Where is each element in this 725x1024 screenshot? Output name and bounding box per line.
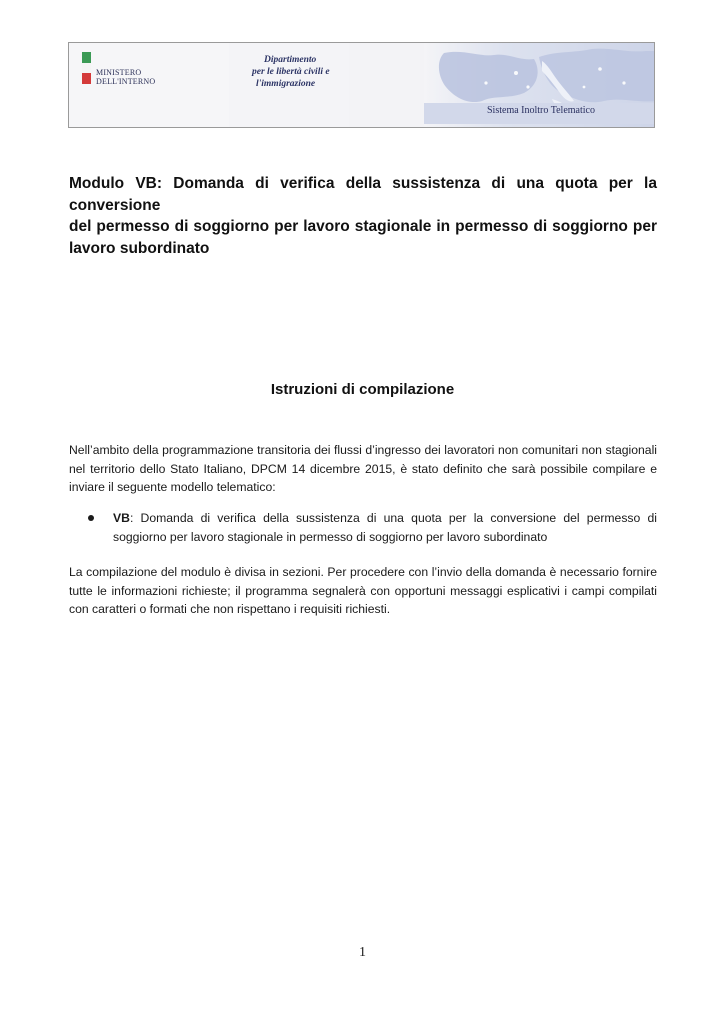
page-number: 1	[359, 945, 366, 960]
intro-paragraph: Nell’ambito della programmazione transitoria dei flussi d’ingresso dei lavoratori non comunitari non stagionali nel territorio dello Stato Italiano, DPCM 14 dicembre 2015, è stato definito che sarà possibile compilare e inviare il seguente modello telematico:	[69, 443, 657, 494]
system-label: Sistema Inoltro Telematico	[487, 105, 595, 116]
department-line-3: l'immigrazione	[256, 79, 316, 89]
ministry-logo-area	[69, 43, 229, 127]
closing-paragraph: La compilazione del modulo è divisa in sezioni. Per procedere con l’invio della domanda è necessario fornire tutte le informazioni richieste; il programma segnalerà con opportuni messaggi esplicativi i campi compilati con caratteri o formati che non rispettano i requisiti richiesti.	[69, 565, 657, 616]
department-label	[252, 54, 330, 90]
ministry-label: MINISTERO DELL'INTERNO	[96, 68, 156, 86]
module-code: VB	[113, 511, 130, 525]
header-banner	[68, 42, 655, 128]
list-item	[69, 509, 657, 546]
bullet-icon	[88, 515, 94, 521]
module-description: : Domanda di verifica della sussistenza di una quota per la conversione del permesso di soggiorno per lavoro stagionale in permesso di soggiorno per lavoro subordinato	[113, 511, 657, 544]
module-list	[69, 509, 657, 546]
title-line-1: Modulo VB: Domanda di verifica della sussistenza di una quota per la conversione	[69, 175, 657, 214]
section-heading: Istruzioni di compilazione	[270, 381, 455, 398]
document-title	[69, 173, 657, 259]
title-line-2: del permesso di soggiorno per lavoro stagionale in permesso di soggiorno per	[69, 218, 657, 235]
title-line-3: lavoro subordinato	[69, 239, 210, 257]
department-line-1: Dipartimento	[264, 55, 317, 65]
department-line-2: per le libertà civili e	[252, 67, 330, 77]
italian-flag-icon	[82, 52, 91, 84]
